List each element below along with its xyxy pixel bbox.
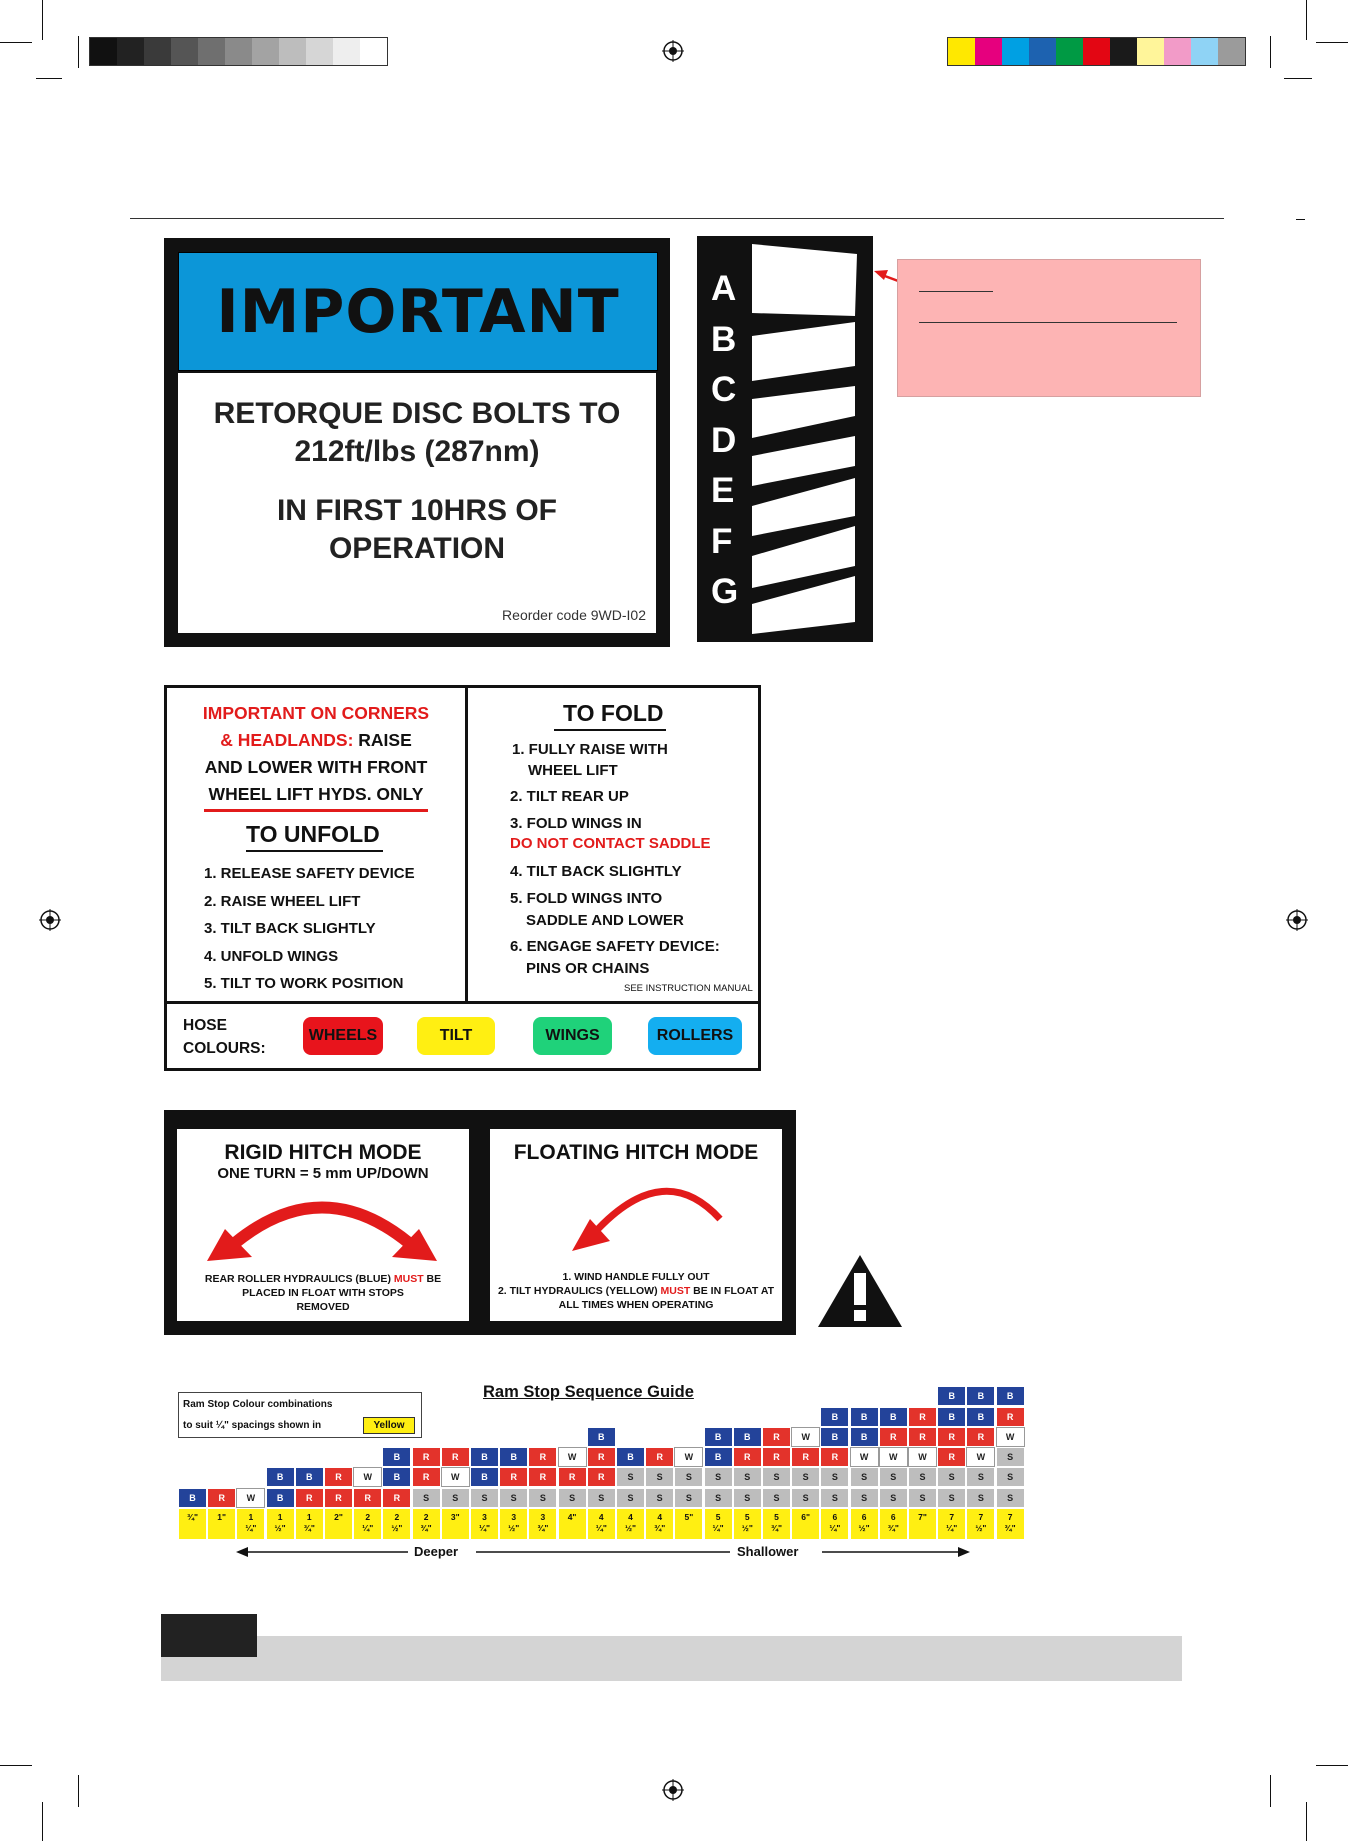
spacing-label: ¾" [178, 1508, 207, 1540]
shallower-label: Shallower [737, 1544, 799, 1559]
spacing-label: 5 ¾" [762, 1508, 791, 1540]
spacing-label: 6" [791, 1508, 820, 1540]
crop-mark [78, 36, 79, 68]
unfold-step: 2. RAISE WHEEL LIFT [204, 892, 361, 910]
spacing-label: 6 ¾" [879, 1508, 908, 1540]
ram-stop-cell: R [937, 1447, 966, 1467]
spacing-label: 2 ½" [382, 1508, 411, 1540]
raise-text: RAISE [353, 730, 412, 750]
spacing-label: 5 ¼" [704, 1508, 733, 1540]
ram-stop-cell: R [441, 1447, 470, 1467]
ram-stop-cell: W [353, 1467, 382, 1487]
spacing-label: 7 ¾" [996, 1508, 1025, 1540]
ram-stop-cell: R [587, 1447, 616, 1467]
spacing-label: 5" [674, 1508, 703, 1540]
retorque-line-1: RETORQUE DISC BOLTS TO [213, 397, 621, 430]
ram-stop-cell: S [908, 1467, 937, 1487]
spacing-label: 1" [207, 1508, 236, 1540]
colour-swatch [1191, 38, 1218, 65]
process-colour-bar [947, 37, 1246, 66]
depth-letter-b: B [711, 319, 737, 359]
ram-stop-cell: R [207, 1488, 236, 1508]
ram-stop-cell: B [470, 1467, 499, 1487]
rigid-note-line-2: PLACED IN FLOAT WITH STOPS [242, 1287, 404, 1299]
ram-stop-cell: S [704, 1488, 733, 1508]
ram-stop-cell: S [966, 1488, 995, 1508]
spacing-label: 4 ¾" [645, 1508, 674, 1540]
unfold-title: TO UNFOLD [246, 821, 380, 847]
ram-stop-cell: B [820, 1427, 849, 1447]
hose-chip-tilt: TILT [417, 1017, 495, 1055]
spacing-label: 7" [908, 1508, 937, 1540]
ram-stop-cell: W [791, 1427, 820, 1447]
ram-stop-cell: S [791, 1467, 820, 1487]
ram-stop-cell: S [996, 1467, 1025, 1487]
ram-stop-cell: R [412, 1467, 441, 1487]
ram-stop-cell: S [850, 1488, 879, 1508]
ram-stop-cell: S [850, 1467, 879, 1487]
spacing-label: 6 ½" [850, 1508, 879, 1540]
ram-stop-cell: S [645, 1467, 674, 1487]
spacing-label: 5 ½" [733, 1508, 762, 1540]
important-body [178, 373, 656, 633]
ram-stop-cell: B [470, 1447, 499, 1467]
ram-stop-cell: S [908, 1488, 937, 1508]
spacing-label: 3" [441, 1508, 470, 1540]
colour-swatch [117, 38, 144, 65]
ram-stop-cell: B [704, 1447, 733, 1467]
colour-swatch [975, 38, 1002, 65]
spacing-label: 4 ½" [616, 1508, 645, 1540]
ram-stop-cell: S [441, 1488, 470, 1508]
ram-stop-cell: W [908, 1447, 937, 1467]
grayscale-calibration-bar [89, 37, 388, 66]
ram-stop-cell: S [558, 1488, 587, 1508]
spacing-label: 2 ¾" [412, 1508, 441, 1540]
spacing-label: 1 ½" [266, 1508, 295, 1540]
hose-chip-wings: WINGS [533, 1017, 612, 1055]
page-number-tab [161, 1614, 257, 1657]
footer-band [257, 1636, 1182, 1681]
ram-stop-cell: W [996, 1427, 1025, 1447]
depth-letter-c: C [711, 370, 737, 409]
ram-stop-cell: R [879, 1427, 908, 1447]
ram-stop-cell: R [908, 1427, 937, 1447]
float-note-2b: BE IN FLOAT AT [690, 1285, 775, 1297]
deeper-label: Deeper [414, 1544, 459, 1559]
ram-stop-cell: S [733, 1488, 762, 1508]
colours-label: COLOURS: [183, 1040, 266, 1057]
fold-step-5-cont: SADDLE AND LOWER [526, 912, 684, 929]
ram-stop-cell: S [966, 1467, 995, 1487]
depth-letter-strip [697, 236, 873, 642]
ram-stop-cell: B [295, 1467, 324, 1487]
ram-stop-cell: B [850, 1427, 879, 1447]
retorque-line-2: 212ft/lbs (287nm) [294, 435, 540, 468]
colour-swatch [1218, 38, 1245, 65]
ram-stop-cell: S [674, 1467, 703, 1487]
ram-stop-cell: W [441, 1467, 470, 1487]
rigid-subtitle: ONE TURN = 5 mm UP/DOWN [217, 1165, 429, 1182]
footer-band [161, 1657, 257, 1681]
spacing-label: 2" [324, 1508, 353, 1540]
ram-stop-cell: R [587, 1467, 616, 1487]
ram-stop-cell: R [820, 1447, 849, 1467]
corners-line-3: AND LOWER WITH FRONT [204, 757, 428, 777]
ram-stop-title: Ram Stop Sequence Guide [483, 1383, 694, 1401]
hose-label: HOSE [183, 1017, 227, 1034]
crop-mark [78, 1775, 79, 1807]
colour-swatch [1110, 38, 1137, 65]
ram-stop-cell: S [996, 1447, 1025, 1467]
ram-stop-cell: S [645, 1488, 674, 1508]
ram-stop-cell: B [382, 1447, 411, 1467]
panel-divider [167, 1001, 758, 1004]
colour-swatch [171, 38, 198, 65]
colour-swatch [198, 38, 225, 65]
fold-title-underline [554, 729, 666, 731]
colour-swatch [1137, 38, 1164, 65]
spacing-label: 6 ¼" [820, 1508, 849, 1540]
crop-mark [1316, 1765, 1348, 1766]
colour-swatch [306, 38, 333, 65]
crop-mark [0, 42, 32, 43]
see-manual-note: SEE INSTRUCTION MANUAL [624, 983, 753, 994]
ram-stop-cell: R [937, 1427, 966, 1447]
ram-stop-cell: S [879, 1467, 908, 1487]
unfold-title-underline [246, 850, 383, 852]
ram-stop-cell: S [674, 1488, 703, 1508]
ram-stop-cell: W [674, 1447, 703, 1467]
corners-line-4: WHEEL LIFT HYDS. ONLY [208, 784, 424, 804]
registration-mark-icon [662, 40, 684, 62]
red-underline [204, 809, 428, 812]
colour-swatch [1164, 38, 1191, 65]
rigid-title: RIGID HITCH MODE [224, 1141, 422, 1164]
hose-chip-rollers: ROLLERS [648, 1017, 742, 1055]
ram-stop-cell: S [470, 1488, 499, 1508]
colour-swatch [144, 38, 171, 65]
ram-stop-cell: B [704, 1427, 733, 1447]
ram-stop-cell: S [499, 1488, 528, 1508]
hitch-mode-panel [164, 1110, 796, 1335]
ram-stop-cell: R [295, 1488, 324, 1508]
operation-line: OPERATION [328, 532, 506, 565]
spacing-label: 3 ½" [499, 1508, 528, 1540]
ram-stop-cell: S [820, 1467, 849, 1487]
ram-stop-cell: B [266, 1467, 295, 1487]
crop-mark [1270, 36, 1271, 68]
ram-stop-cell: B [937, 1407, 966, 1427]
ram-stop-cell: R [353, 1488, 382, 1508]
fold-step-3: 3. FOLD WINGS IN [510, 815, 642, 832]
crop-mark [1296, 219, 1305, 220]
spacing-label: 7 ½" [966, 1508, 995, 1540]
unfold-step: 5. TILT TO WORK POSITION [204, 975, 404, 992]
crop-mark [36, 78, 62, 79]
ram-stop-cell: R [499, 1467, 528, 1487]
spacing-label: 4 ¼" [587, 1508, 616, 1540]
corners-warning: IMPORTANT ON CORNERS [202, 703, 430, 723]
ram-stop-cell: R [762, 1447, 791, 1467]
ram-stop-cell: R [645, 1447, 674, 1467]
ram-stop-cell: R [996, 1407, 1025, 1427]
note-line [919, 291, 993, 292]
ram-stop-cell: B [587, 1427, 616, 1447]
crop-mark [1284, 78, 1312, 79]
ram-stop-cell: R [733, 1447, 762, 1467]
ram-stop-cell: S [820, 1488, 849, 1508]
important-heading: IMPORTANT [216, 276, 620, 347]
crop-mark [1316, 42, 1348, 43]
ram-stop-cell: B [966, 1386, 995, 1406]
depth-letter-a: A [711, 269, 737, 308]
crop-mark [1306, 0, 1307, 40]
spacing-label: 3 ¾" [528, 1508, 557, 1540]
fold-step-2: 2. TILT REAR UP [510, 788, 629, 805]
fold-title: TO FOLD [563, 700, 664, 726]
colour-swatch [1056, 38, 1083, 65]
spacing-label: 7 ¼" [937, 1508, 966, 1540]
fold-step-1: 1. FULLY RAISE WITH [512, 741, 668, 758]
ram-stop-cell: B [499, 1447, 528, 1467]
ram-stop-cell: S [996, 1488, 1025, 1508]
hose-chip-wheels: WHEELS [303, 1017, 383, 1055]
ram-stop-legend [178, 1392, 422, 1438]
ram-stop-cell: B [966, 1407, 995, 1427]
ram-stop-cell: B [733, 1427, 762, 1447]
float-note-2: 2. TILT HYDRAULICS (YELLOW) [497, 1285, 661, 1297]
rigid-hitch-panel [177, 1129, 469, 1321]
ram-stop-cell: W [850, 1447, 879, 1467]
note-line [919, 322, 1177, 323]
fold-instructions-panel [164, 685, 761, 1071]
headlands-warning: & HEADLANDS: [220, 730, 354, 750]
first-hours-line: IN FIRST 10HRS OF [276, 494, 558, 527]
rigid-note-be: BE [423, 1273, 442, 1285]
ram-stop-cell: R [966, 1427, 995, 1447]
ram-stop-cell: B [382, 1467, 411, 1487]
ram-stop-cell: R [412, 1447, 441, 1467]
ram-stop-cell: S [528, 1488, 557, 1508]
colour-swatch [1029, 38, 1056, 65]
ram-stop-cell: B [178, 1488, 207, 1508]
fold-step-6: 6. ENGAGE SAFETY DEVICE: [510, 938, 720, 955]
crop-mark [42, 0, 43, 40]
ram-stop-cell: S [791, 1488, 820, 1508]
colour-swatch [333, 38, 360, 65]
important-header [178, 252, 658, 371]
header-rule [130, 218, 1224, 219]
ram-stop-cell: S [412, 1488, 441, 1508]
ram-stop-cell: W [879, 1447, 908, 1467]
colour-swatch [279, 38, 306, 65]
ram-stop-cell: S [762, 1488, 791, 1508]
ram-stop-cell: S [762, 1467, 791, 1487]
warning-triangle-icon [816, 1253, 904, 1329]
ram-stop-cell: R [791, 1447, 820, 1467]
crop-mark [1306, 1802, 1307, 1841]
float-note-3: ALL TIMES WHEN OPERATING [558, 1299, 714, 1311]
curved-arrow-icon [560, 1179, 730, 1259]
double-arrow-icon [197, 1177, 447, 1267]
ram-stop-cell: R [908, 1407, 937, 1427]
colour-swatch [252, 38, 279, 65]
colour-swatch [360, 38, 387, 65]
panel-divider [465, 688, 468, 1002]
unfold-step: 3. TILT BACK SLIGHTLY [204, 920, 376, 937]
ram-stop-cell: W [558, 1447, 587, 1467]
depth-letter-g: G [711, 572, 739, 611]
colour-swatch [225, 38, 252, 65]
spacing-label: 1 ¾" [295, 1508, 324, 1540]
ram-stop-cell: B [266, 1488, 295, 1508]
ram-stop-cell: R [528, 1467, 557, 1487]
fold-step-1-cont: WHEEL LIFT [528, 762, 618, 779]
ram-stop-cell: B [616, 1447, 645, 1467]
legend-line-1: Ram Stop Colour combinations [183, 1399, 333, 1410]
float-note-1: 1. WIND HANDLE FULLY OUT [562, 1271, 710, 1283]
registration-mark-icon [1286, 909, 1308, 931]
fold-step-5: 5. FOLD WINGS INTO [510, 890, 663, 907]
colour-swatch [1002, 38, 1029, 65]
ram-stop-cell: B [937, 1386, 966, 1406]
ram-stop-cell: S [616, 1467, 645, 1487]
depth-letter-f: F [711, 521, 733, 561]
ram-stop-cell: S [587, 1488, 616, 1508]
spacing-label: 3 ¼" [470, 1508, 499, 1540]
spacing-label: 4" [558, 1508, 587, 1540]
spacing-label: 1 ¼" [236, 1508, 265, 1540]
ram-stop-cell: R [558, 1467, 587, 1487]
rigid-must: MUST [393, 1273, 424, 1285]
colour-swatch [90, 38, 117, 65]
note-box [897, 259, 1201, 397]
fold-step-6-cont: PINS OR CHAINS [526, 960, 650, 977]
colour-swatch [1083, 38, 1110, 65]
fold-step-3-warning: DO NOT CONTACT SADDLE [510, 835, 711, 852]
ram-stop-cell: W [966, 1447, 995, 1467]
unfold-step: 4. UNFOLD WINGS [204, 947, 339, 965]
rigid-note: REAR ROLLER HYDRAULICS (BLUE) [204, 1273, 394, 1285]
ram-stop-cell: S [879, 1488, 908, 1508]
ram-stop-cell: B [879, 1407, 908, 1427]
ram-stop-cell: B [850, 1407, 879, 1427]
legend-yellow-swatch: Yellow [363, 1417, 415, 1434]
float-must: MUST [660, 1285, 691, 1297]
fold-step-4: 4. TILT BACK SLIGHTLY [510, 863, 682, 880]
ram-stop-cell: S [616, 1488, 645, 1508]
crop-mark [0, 1765, 32, 1766]
ram-stop-cell: R [324, 1488, 353, 1508]
ram-stop-cell: S [704, 1467, 733, 1487]
crop-mark [1270, 1775, 1271, 1807]
ram-stop-cell: R [382, 1488, 411, 1508]
crop-mark [42, 1802, 43, 1841]
ram-stop-cell: S [937, 1467, 966, 1487]
depth-letter-d: D [711, 420, 737, 460]
ram-stop-cell: R [528, 1447, 557, 1467]
ram-stop-cell: S [937, 1488, 966, 1508]
registration-mark-icon [662, 1779, 684, 1801]
ram-stop-cell: B [996, 1386, 1025, 1406]
unfold-step: 1. RELEASE SAFETY DEVICE [204, 865, 415, 882]
depth-letters [711, 264, 738, 618]
spacing-label: 2 ¼" [353, 1508, 382, 1540]
floating-hitch-panel [490, 1129, 782, 1321]
ram-stop-cell: R [762, 1427, 791, 1447]
depth-letter-e: E [711, 471, 735, 510]
floating-title: FLOATING HITCH MODE [513, 1141, 759, 1164]
ram-stop-cell: B [820, 1407, 849, 1427]
depth-arrow-line [236, 1544, 970, 1560]
ram-stop-cell: R [324, 1467, 353, 1487]
ram-stop-cell: S [733, 1467, 762, 1487]
colour-swatch [948, 38, 975, 65]
ram-stop-cell: W [236, 1488, 265, 1508]
rigid-note-line-3: REMOVED [296, 1301, 350, 1313]
registration-mark-icon [39, 909, 61, 931]
legend-line-2: to suit ¼" spacings shown in [183, 1420, 322, 1431]
reorder-code: Reorder code 9WD-I02 [502, 607, 646, 623]
